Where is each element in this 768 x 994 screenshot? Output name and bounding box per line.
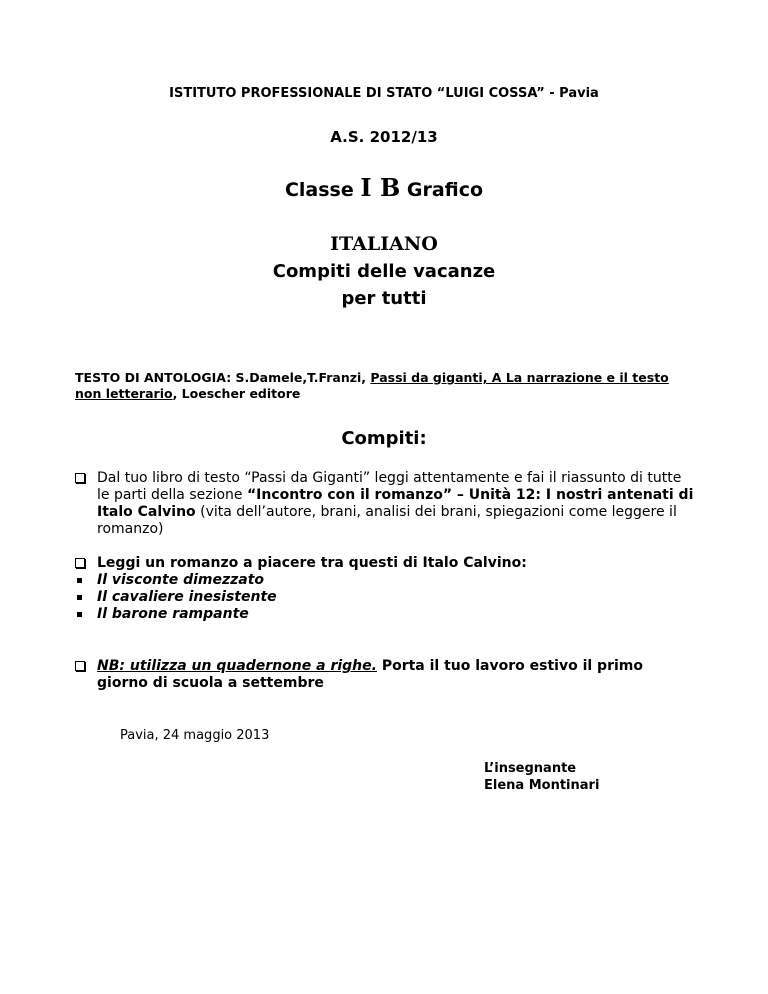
school-year: A.S. 2012/13 bbox=[330, 128, 438, 146]
class-suffix: Grafico bbox=[400, 179, 484, 201]
document-date: Pavia, 24 maggio 2013 bbox=[120, 728, 270, 743]
square-bullet-icon bbox=[77, 578, 82, 583]
note-rest: Porta il tuo lavoro estivo il primo giorno di scuola a settembre bbox=[97, 658, 643, 691]
novel-title: Il visconte dimezzato bbox=[97, 572, 265, 588]
novel-title: Il barone rampante bbox=[97, 606, 249, 622]
checkbox-bullet-icon bbox=[75, 473, 85, 483]
section-title: Compiti: bbox=[341, 428, 427, 449]
homework-line-2: per tutti bbox=[341, 288, 427, 309]
list-item bbox=[75, 470, 695, 538]
list-item-text bbox=[97, 658, 695, 692]
homework-line-1: Compiti delle vacanze bbox=[272, 261, 496, 282]
novel-title: Il cavaliere inesistente bbox=[97, 589, 277, 605]
square-bullet-icon bbox=[77, 595, 82, 600]
novel-item bbox=[75, 606, 695, 623]
class-name bbox=[0, 173, 768, 202]
textbook-publisher: , Loescher editore bbox=[172, 386, 301, 401]
checkbox-bullet-icon bbox=[75, 661, 85, 671]
textbook-title: Passi da giganti, A La narrazione e il testo non letterario bbox=[75, 370, 669, 401]
teacher-role: L’insegnante bbox=[484, 761, 577, 776]
textbook-label: TESTO DI ANTOLOGIA: S.Damele,T.Franzi, bbox=[75, 370, 371, 385]
list-item-text: Dal tuo libro di testo “Passi da Giganti” leggi attentamente e fai il riassunto di tutte le parti della sezione “Incontro con il romanzo” – Unità 12: I nostri antenati di Italo Calvino (vita dell’autore, brani, analisi dei brani, spiegazioni come leggere il romanzo) bbox=[97, 470, 694, 537]
textbook-reference bbox=[75, 370, 690, 402]
class-prefix: Classe bbox=[284, 179, 361, 201]
novel-item bbox=[75, 589, 695, 606]
novel-item bbox=[75, 572, 695, 589]
subject-title: ITALIANO bbox=[330, 233, 438, 255]
signature-block bbox=[484, 760, 599, 794]
checkbox-bullet-icon bbox=[75, 558, 85, 568]
school-name: ISTITUTO PROFESSIONALE DI STATO “LUIGI COSSA” - Pavia bbox=[169, 86, 599, 101]
list-item bbox=[75, 555, 695, 572]
teacher-name: Elena Montinari bbox=[484, 778, 600, 793]
square-bullet-icon bbox=[77, 612, 82, 617]
homework-title bbox=[0, 258, 768, 312]
note-underlined: NB: utilizza un quadernone a righe. bbox=[97, 658, 377, 674]
list-item bbox=[75, 658, 695, 692]
class-id: I B bbox=[360, 173, 401, 202]
list-item-text: Leggi un romanzo a piacere tra questi di Italo Calvino: bbox=[97, 555, 527, 571]
